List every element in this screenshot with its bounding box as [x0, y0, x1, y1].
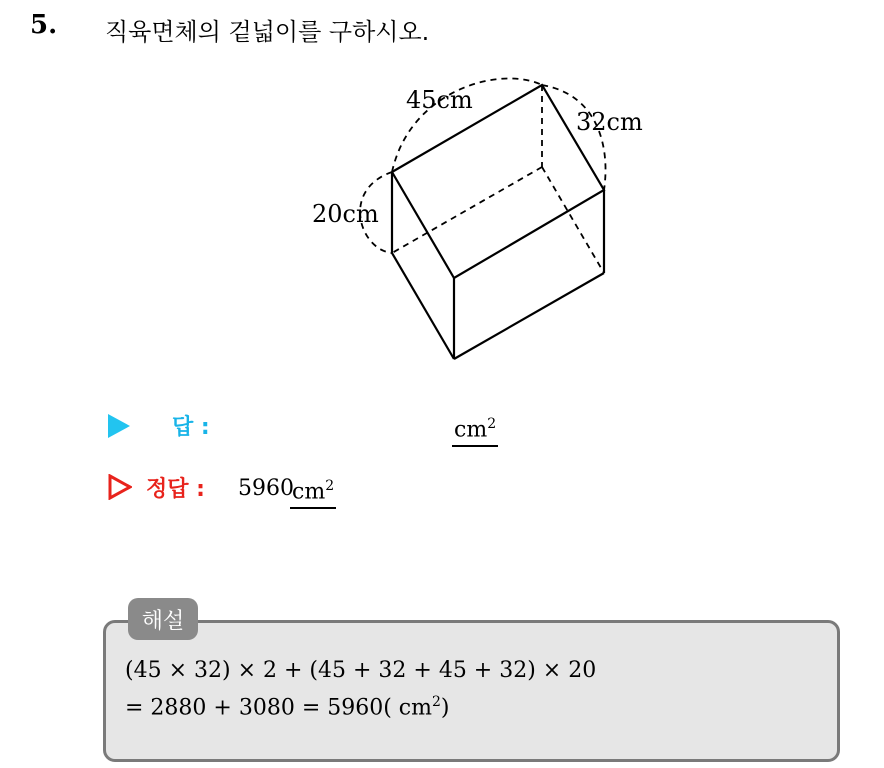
label-length: 45cm	[406, 86, 473, 114]
cuboid-edge-bottom-right	[454, 273, 604, 359]
label-width: 32cm	[576, 108, 643, 136]
answer-unit-exponent: 2	[487, 416, 497, 432]
outline-triangle-icon	[108, 474, 132, 500]
explanation-line-1: (45 × 32) × 2 + (45 + 32 + 45 + 32) × 20	[125, 658, 597, 683]
correct-unit	[290, 472, 336, 509]
correct-unit-exponent: 2	[325, 478, 335, 494]
correct-label: 정답 :	[146, 477, 205, 502]
cuboid-solid-edges	[392, 85, 604, 359]
explanation-tab: 해설	[128, 598, 198, 640]
answer-label: 답 :	[172, 415, 210, 440]
correct-unit-text: cm	[292, 479, 326, 505]
explanation-line-2-exponent: 2	[432, 694, 441, 710]
cuboid-figure	[300, 70, 680, 370]
play-triangle-icon	[108, 414, 130, 438]
question-text: 직육면체의 겉넓이를 구하시오.	[105, 18, 430, 46]
explanation-line-2	[125, 694, 450, 720]
explanation-line-2-main: = 2880 + 3080 = 5960( cm	[125, 695, 432, 721]
explanation-box	[103, 620, 840, 762]
answer-unit-blank[interactable]	[452, 410, 498, 447]
cuboid-edge-bottom-front	[392, 253, 454, 359]
question-number: 5.	[30, 10, 58, 40]
explanation-line-2-end: )	[440, 695, 450, 721]
correct-value: 5960	[238, 476, 294, 501]
answer-unit: cm	[454, 417, 488, 443]
dimension-arcs	[360, 78, 605, 253]
label-height: 20cm	[312, 200, 379, 228]
